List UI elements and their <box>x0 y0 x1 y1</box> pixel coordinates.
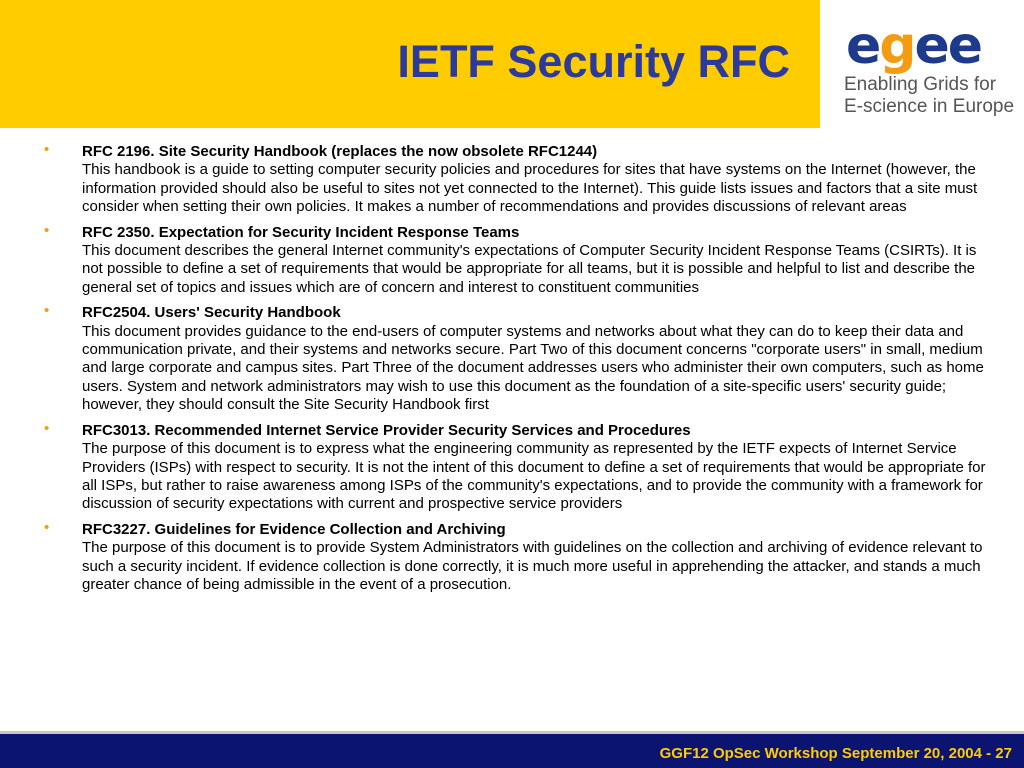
rfc-title: RFC 2196. Site Security Handbook (replaces the now obsolete RFC1244) <box>82 143 598 160</box>
rfc-item-2196 <box>44 143 994 217</box>
rfc-title: RFC 2350. Expectation for Security Incident Response Teams <box>82 223 520 241</box>
footer-text: GGF12 OpSec Workshop September 20, 2004 - 27 <box>659 745 1012 762</box>
bullet-icon: • <box>44 302 50 320</box>
rfc-description: This document describes the general Internet community's expectations of Computer Security Incident Response Teams (CSIRTs). It is not possible to define a set of requirements that would be appropriate for all teams, but it is possible and helpful to list and describe the general set of topics and issues which are of concern and interest to constituent communities <box>82 242 977 296</box>
bullet-icon: • <box>44 419 50 437</box>
rfc-description: This handbook is a guide to setting computer security policies and procedures for sites that have systems on the Internet (however, the information provided should also be useful to sites not yet connected to the Internet). This guide lists issues and factors that a site must consider when setting their own policies. It makes a number of recommendations and provides discussions of relevant areas <box>82 161 978 216</box>
logo-letter-e2: e <box>914 16 948 76</box>
rfc-title: RFC3013. Recommended Internet Service Provider Security Services and Procedures <box>82 421 691 439</box>
bullet-icon: • <box>44 518 50 536</box>
bullet-icon: • <box>44 221 50 239</box>
logo-letter-e1: e <box>846 16 880 76</box>
rfc-title: RFC2504. Users' Security Handbook <box>82 304 341 322</box>
logo-tagline-line2: E-science in Europe <box>844 96 1015 117</box>
rfc-description: The purpose of this document is to provide System Administrators with guidelines on the collection and archiving of evidence relevant to such a security incident. If evidence collection is done correctly, it is much more useful in apprehending the attacker, and stands a much greater chance of being admissible in the event of a prosecution. <box>82 539 983 593</box>
header-band <box>0 0 820 128</box>
slide-title: IETF Security RFC <box>397 36 790 87</box>
rfc-item-2504 <box>44 304 994 414</box>
rfc-list <box>44 143 994 601</box>
rfc-description: The purpose of this document is to express what the engineering community as represented by the IETF expects of Internet Service Providers (ISPs) with respect to security. It is not the intent of this document to define a set of requirements that would be appropriate for all ISPs, but rather to raise awareness among ISPs of the community's expectations, and to provide the community with a framework for discussion of security expectations with current and prospective service providers <box>82 440 986 513</box>
logo-tagline <box>844 74 1014 118</box>
bullet-icon: • <box>44 141 50 158</box>
logo-letter-g: g <box>879 16 915 76</box>
rfc-item-2350 <box>44 221 994 298</box>
logo-letter-e3: e <box>947 16 982 76</box>
egee-logo <box>820 0 1024 128</box>
footer-band <box>0 731 1024 768</box>
rfc-item-3013 <box>44 419 994 514</box>
rfc-item-3227 <box>44 518 994 595</box>
egee-logo-wordmark <box>846 16 982 76</box>
rfc-title: RFC3227. Guidelines for Evidence Collection and Archiving <box>82 520 506 538</box>
rfc-description: This document provides guidance to the end-users of computer systems and networks about what they can do to keep their data and communication private, and their systems and networks secure. Part Two of this document concerns "corporate users" in small, medium and large corporate and campus sites. Part Three of the document addresses users who administer their own computers, such as home users. System and network administrators may wish to use this document as the foundation of a site-specific users' security guide; however, they should consult the Site Security Handbook first <box>82 322 984 414</box>
logo-tagline-line1: Enabling Grids for <box>844 74 997 95</box>
